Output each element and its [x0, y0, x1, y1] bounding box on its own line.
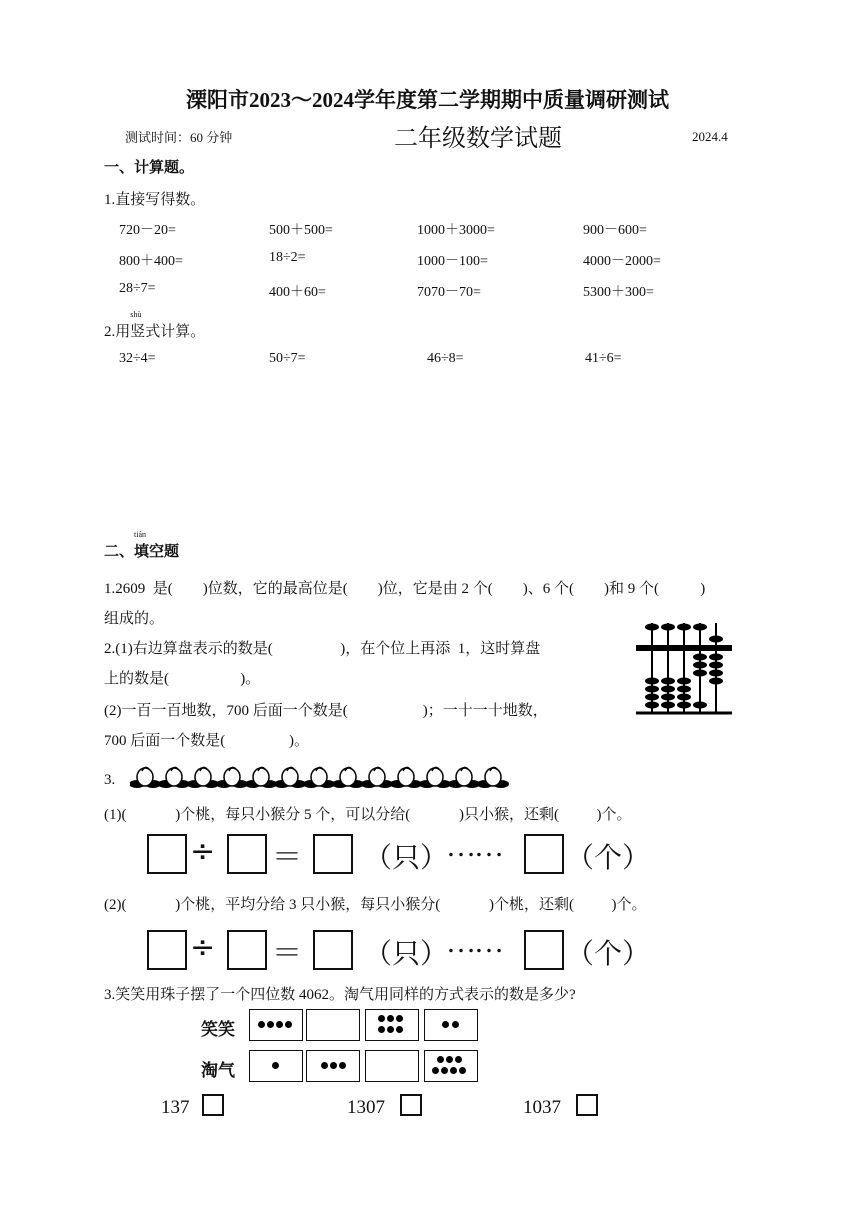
- pinyin-shu: shù: [130, 310, 142, 319]
- bead-cell: [306, 1050, 360, 1082]
- answer-box[interactable]: [313, 930, 353, 970]
- calc-item: 720－20=: [119, 223, 176, 238]
- unit-ge: （个）: [566, 937, 651, 970]
- fill-q3-2: (2)( )个桃，平均分给 3 只小猴，每只小猴分( )个桃，还剩( )个。: [104, 897, 647, 913]
- ellipsis: ……: [446, 830, 502, 863]
- fill-q1-line1: 1.2609 是( )位数，它的最高位是( )位，它是由 2 个( )、6 个( )和 9 个( ): [104, 581, 706, 597]
- bead-cell: [306, 1009, 360, 1041]
- choice-checkbox[interactable]: [202, 1094, 224, 1116]
- peach-icon: [477, 767, 509, 788]
- calc-item: 7070－70=: [417, 285, 481, 300]
- q1-label: 1.直接写得数。: [104, 192, 206, 208]
- answer-box[interactable]: [227, 930, 267, 970]
- peach-icon: [158, 767, 190, 788]
- calc-item: 400＋60=: [269, 285, 326, 300]
- test-time: 测试时间：60 分钟: [125, 130, 233, 145]
- exam-title: 溧阳市2023～2024学年度第二学期期中质量调研测试: [186, 88, 669, 112]
- subject-title: 二年级数学试题: [394, 126, 562, 152]
- equals-sign: ＝: [272, 936, 302, 971]
- calc-item: 4000－2000=: [583, 254, 661, 269]
- row-label-taoqi: 淘气: [201, 1061, 235, 1081]
- section2-heading: 二、 tián 填空题: [104, 530, 180, 560]
- choice-label: 137: [161, 1097, 190, 1118]
- answer-box[interactable]: [227, 834, 267, 874]
- calc-item: 500＋500=: [269, 223, 333, 238]
- peach-icon: [187, 767, 219, 788]
- peach-icon: [130, 767, 161, 788]
- peach-icon: [361, 767, 393, 788]
- answer-box[interactable]: [313, 834, 353, 874]
- bead-cell: [249, 1009, 303, 1041]
- peach-icon: [274, 767, 306, 788]
- vertical-calc-item: 46÷8=: [427, 351, 464, 366]
- answer-box[interactable]: [147, 834, 187, 874]
- peach-row-image: [130, 762, 510, 792]
- vertical-calc-item: 41÷6=: [585, 351, 622, 366]
- vertical-calc-item: 32÷4=: [119, 351, 156, 366]
- pinyin-tian: tián: [134, 530, 147, 539]
- peach-icon: [216, 767, 248, 788]
- vertical-calc-item: 50÷7=: [269, 351, 306, 366]
- peach-icon: [448, 767, 480, 788]
- choice-label: 1037: [523, 1097, 561, 1118]
- bead-cell: [365, 1050, 419, 1082]
- fill-q2-line1: 2.(1)右边算盘表示的数是( )，在个位上再添 1，这时算盘: [104, 641, 541, 657]
- row-label-xiaoxiao: 笑笑: [201, 1020, 235, 1040]
- bead-cell: [249, 1050, 303, 1082]
- peach-icon: [419, 767, 451, 788]
- peach-icon: [332, 767, 364, 788]
- calc-item: 1000＋3000=: [417, 223, 495, 238]
- divide-sign: ÷: [190, 930, 216, 965]
- calc-item: 800＋400=: [119, 254, 183, 269]
- bead-cell: [424, 1050, 478, 1082]
- calc-item: 18÷2=: [269, 250, 306, 265]
- bead-cell: [365, 1009, 419, 1041]
- fill-q2-line2: 上的数是( )。: [104, 671, 261, 687]
- fill-q2-line4: 700 后面一个数是( )。: [104, 733, 309, 749]
- unit-zhi: （只）: [364, 937, 449, 970]
- fill-q4-text: 3.笑笑用珠子摆了一个四位数 4062。淘气用同样的方式表示的数是多少?: [104, 987, 576, 1003]
- peach-icon: [303, 767, 335, 788]
- calc-item: 1000－100=: [417, 254, 488, 269]
- answer-box[interactable]: [524, 834, 564, 874]
- calc-item: 28÷7=: [119, 281, 156, 296]
- answer-box[interactable]: [147, 930, 187, 970]
- q2-label: 2.用 shù 竖式计算。: [104, 310, 206, 340]
- ellipsis: ……: [446, 926, 502, 959]
- peach-icon: [245, 767, 277, 788]
- unit-zhi: （只）: [364, 841, 449, 874]
- choice-checkbox[interactable]: [576, 1094, 598, 1116]
- answer-box[interactable]: [524, 930, 564, 970]
- peach-icon: [390, 767, 422, 788]
- equals-sign: ＝: [272, 840, 302, 875]
- abacus-image: [632, 617, 736, 717]
- fill-q3-1: (1)( )个桃，每只小猴分 5 个，可以分给( )只小猴，还剩( )个。: [104, 807, 632, 823]
- divide-sign: ÷: [190, 834, 216, 869]
- calc-item: 900－600=: [583, 223, 647, 238]
- fill-q1-line2: 组成的。: [104, 611, 165, 627]
- bead-cell: [424, 1009, 478, 1041]
- calc-item: 5300＋300=: [583, 285, 654, 300]
- section1-heading: 一、计算题。: [104, 160, 195, 176]
- choice-label: 1307: [347, 1097, 385, 1118]
- choice-checkbox[interactable]: [400, 1094, 422, 1116]
- q3-label: 3.: [104, 772, 116, 788]
- unit-ge: （个）: [566, 841, 651, 874]
- fill-q2-line3: (2)一百一百地数，700 后面一个数是( )；一十一十地数，: [104, 703, 548, 719]
- exam-date: 2024.4: [692, 129, 728, 144]
